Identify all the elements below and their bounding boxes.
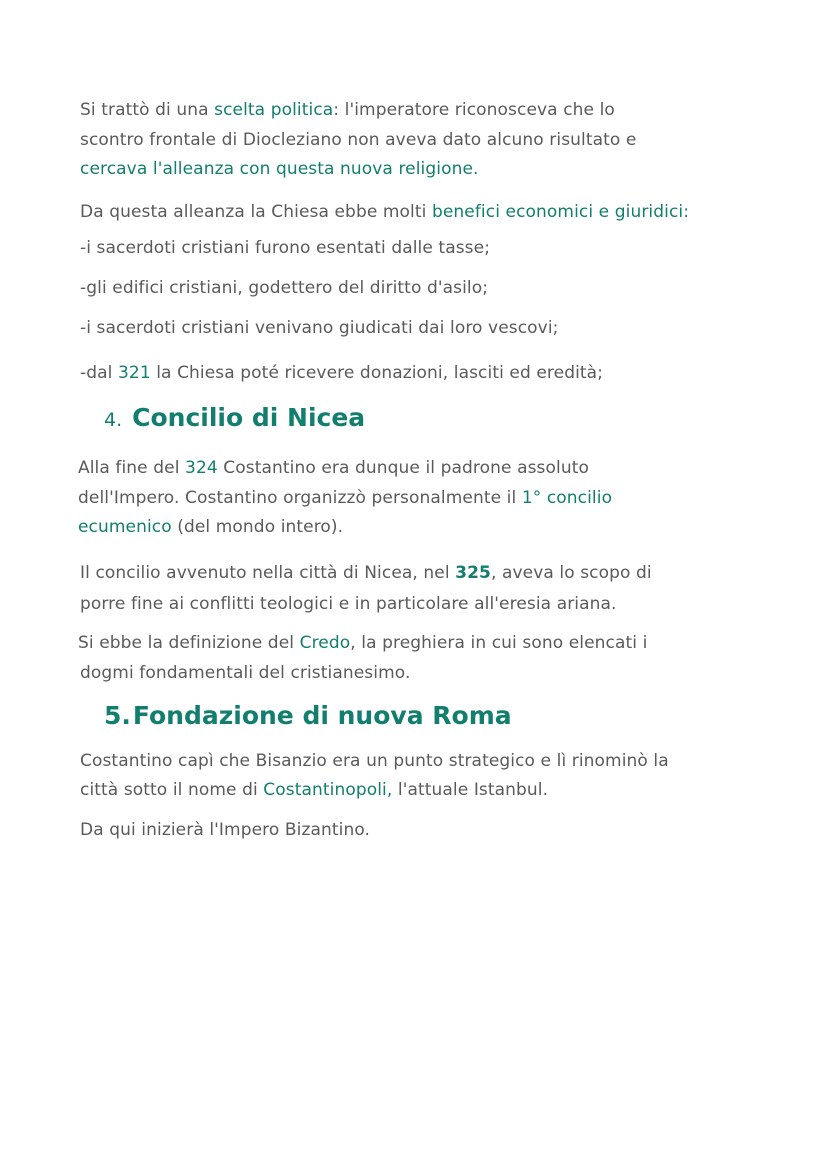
- text: porre fine ai conflitti teologici e in particolare all'eresia ariana.: [80, 594, 617, 614]
- section-title: Concilio di Nicea: [132, 403, 366, 432]
- highlight-concilio: 1° concilio: [521, 488, 613, 508]
- highlight-credo: Credo: [299, 633, 351, 653]
- section-4-p1-line-2: [78, 487, 612, 509]
- section-4-p2-line-2: [80, 593, 617, 615]
- text: : l'imperatore riconosceva che lo: [333, 100, 615, 120]
- text: città sotto il nome di: [80, 780, 264, 800]
- section-5-p1-line-1: [80, 750, 669, 772]
- section-4-p3-line-2: [80, 662, 410, 684]
- section-4-p2-line-1: [80, 562, 652, 584]
- paragraph-1-line-1: [80, 99, 615, 121]
- list-item: [80, 237, 490, 259]
- text: dell'Impero. Costantino organizzò personalmente il: [78, 488, 522, 508]
- paragraph-1-line-2: [80, 129, 636, 151]
- section-4-heading: [104, 402, 365, 436]
- text: dogmi fondamentali del cristianesimo.: [80, 663, 411, 683]
- highlight-year-324: 324: [185, 458, 218, 478]
- highlight-benefici: benefici economici e giuridici:: [431, 202, 690, 222]
- text: l'attuale Istanbul.: [392, 780, 549, 800]
- text: -i sacerdoti cristiani venivano giudicati dai loro vescovi;: [80, 318, 559, 338]
- text: Da qui inizierà l'Impero Bizantino.: [80, 820, 371, 840]
- highlight-alleanza: cercava l'alleanza con questa nuova religione.: [80, 159, 479, 179]
- list-item: [80, 362, 603, 384]
- highlight-year-325: 325: [455, 563, 491, 583]
- section-5-p1-line-2: [80, 779, 548, 801]
- highlight-year-321: 321: [117, 363, 151, 383]
- text: -dal: [80, 363, 118, 383]
- section-title: Fondazione di nuova Roma: [132, 701, 512, 730]
- paragraph-2: [80, 201, 689, 223]
- highlight-costantinopoli: Costantinopoli,: [263, 780, 393, 800]
- section-5-heading: [104, 700, 512, 732]
- section-4-p3-line-1: [78, 632, 647, 654]
- text: Costantino era dunque il padrone assoluto: [217, 458, 589, 478]
- text: Il concilio avvenuto nella città di Nicea, nel: [80, 563, 456, 583]
- text: scontro frontale di Diocleziano non aveva dato alcuno risultato e: [80, 130, 637, 150]
- text: -gli edifici cristiani, godettero del diritto d'asilo;: [80, 278, 489, 298]
- text: Da questa alleanza la Chiesa ebbe molti: [80, 202, 432, 222]
- text: la Chiesa poté ricevere donazioni, lasciti ed eredità;: [150, 363, 604, 383]
- highlight-scelta-politica: scelta politica: [214, 100, 334, 120]
- text: Alla fine del: [78, 458, 186, 478]
- list-item: [80, 277, 488, 299]
- text: Si ebbe la definizione del: [78, 633, 300, 653]
- section-4-p1-line-3: [78, 516, 343, 538]
- list-item: [80, 317, 559, 339]
- section-number: 4.: [104, 409, 123, 431]
- text: Costantino capì che Bisanzio era un punto strategico e lì rinominò la: [80, 751, 669, 771]
- section-number: 5.: [104, 701, 131, 730]
- text: , aveva lo scopo di: [490, 563, 652, 583]
- section-5-p2: [80, 819, 370, 841]
- section-4-p1-line-1: [78, 457, 589, 479]
- text: , la preghiera in cui sono elencati i: [350, 633, 648, 653]
- text: Si trattò di una: [80, 100, 215, 120]
- text: (del mondo intero).: [171, 517, 344, 537]
- paragraph-1-line-3: [80, 158, 479, 180]
- highlight-ecumenico: ecumenico: [78, 517, 172, 537]
- text: -i sacerdoti cristiani furono esentati dalle tasse;: [80, 238, 491, 258]
